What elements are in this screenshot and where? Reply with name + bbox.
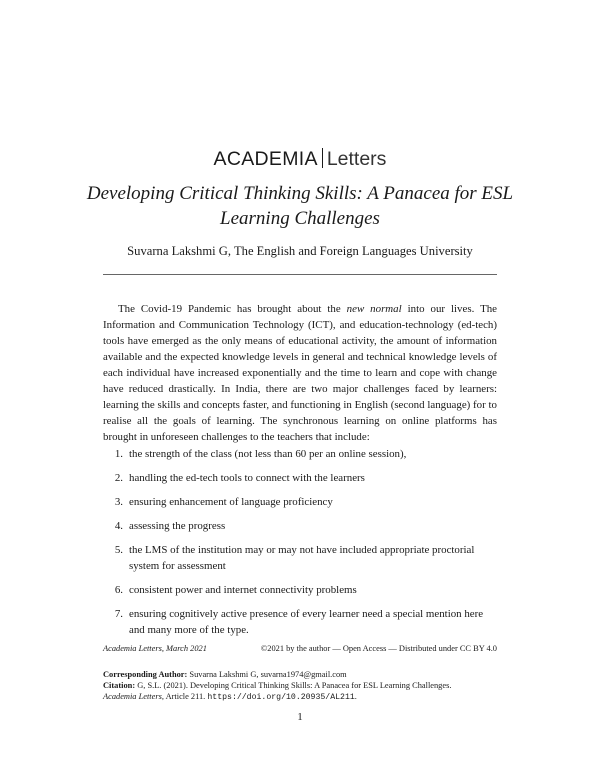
list-item — [103, 542, 497, 574]
paragraph-text-start: The Covid-19 Pandemic has brought about the — [118, 303, 347, 315]
list-text: ensuring enhancement of language proficiency — [129, 496, 333, 508]
list-number: 2. — [114, 472, 123, 484]
list-item — [103, 582, 497, 598]
author-line: Suvarna Lakshmi G, The English and Foreign Languages University — [127, 244, 473, 258]
license-notice: ©2021 by the author — Open Access — Distributed under CC BY 4.0 — [260, 644, 497, 653]
list-item — [103, 518, 497, 534]
list-number: 7. — [114, 608, 123, 620]
brand-name: ACADEMIA — [213, 148, 318, 170]
citation-label: Citation: — [103, 681, 136, 690]
header-divider — [322, 148, 323, 168]
journal-date: Academia Letters, March 2021 — [103, 644, 207, 653]
corresponding-author-value: Suvarna Lakshmi G, suvarna1974@gmail.com — [187, 670, 347, 679]
citation-source — [103, 691, 523, 703]
list-text: assessing the progress — [129, 520, 226, 532]
footer-details — [103, 669, 523, 703]
list-text: consistent power and internet connectivity problems — [129, 584, 357, 596]
list-text: ensuring cognitively active presence of every learner need a special mention here and many more of the type. — [129, 608, 484, 636]
body-paragraph — [103, 301, 497, 445]
citation-journal: Academia Letters — [103, 692, 162, 701]
article-body — [103, 301, 497, 445]
header-rule — [103, 274, 497, 275]
footer-bar — [103, 643, 497, 655]
doi-suffix: . — [354, 692, 357, 701]
citation — [103, 680, 523, 691]
doi-link[interactable]: https://doi.org/10.20935/AL211 — [207, 693, 355, 702]
list-number: 3. — [114, 496, 123, 508]
list-number: 5. — [114, 544, 123, 556]
list-text: the strength of the class (not less than 60 per an online session), — [129, 448, 407, 460]
academia-letters-header — [0, 147, 600, 172]
list-number: 6. — [114, 584, 123, 596]
list-item — [103, 470, 497, 486]
corresponding-author-label: Corresponding Author: — [103, 670, 188, 679]
list-item — [103, 446, 497, 462]
section-name: Letters — [326, 148, 387, 170]
list-text: the LMS of the institution may or may not have included appropriate proctorial system for assessment — [129, 544, 475, 572]
emphasized-phrase: new normal — [346, 303, 402, 315]
citation-article: , Article 211. — [161, 692, 208, 701]
list-item — [103, 606, 497, 638]
list-item — [103, 494, 497, 510]
citation-value: G, S.L. (2021). Developing Critical Thinking Skills: A Panacea for ESL Learning Challenges. — [135, 681, 452, 690]
paragraph-text-end: into our lives. The Information and Communication Technology (ICT), and education-technology (ed-tech) tools have emerged as the only means of educational activity, the amount of information available and the expected knowledge levels in general and technical knowledge levels of each individual have increased exponentially and the time to learn and cope with change have reduced drastically. In India, there are two major challenges faced by learners: learning the skills and concepts faster, and functioning in English (second language) for to realise all the goals of learning. The synchronous learning on online platforms has brought in unforeseen challenges to the teachers that include: — [103, 303, 497, 443]
corresponding-author — [103, 669, 523, 680]
article-title: Developing Critical Thinking Skills: A Panacea for ESL Learning Challenges — [86, 183, 514, 229]
list-text: handling the ed-tech tools to connect with the learners — [129, 472, 365, 484]
page-number: 1 — [297, 711, 303, 723]
challenges-list — [103, 446, 497, 646]
list-number: 4. — [114, 520, 123, 532]
list-number: 1. — [114, 448, 123, 460]
